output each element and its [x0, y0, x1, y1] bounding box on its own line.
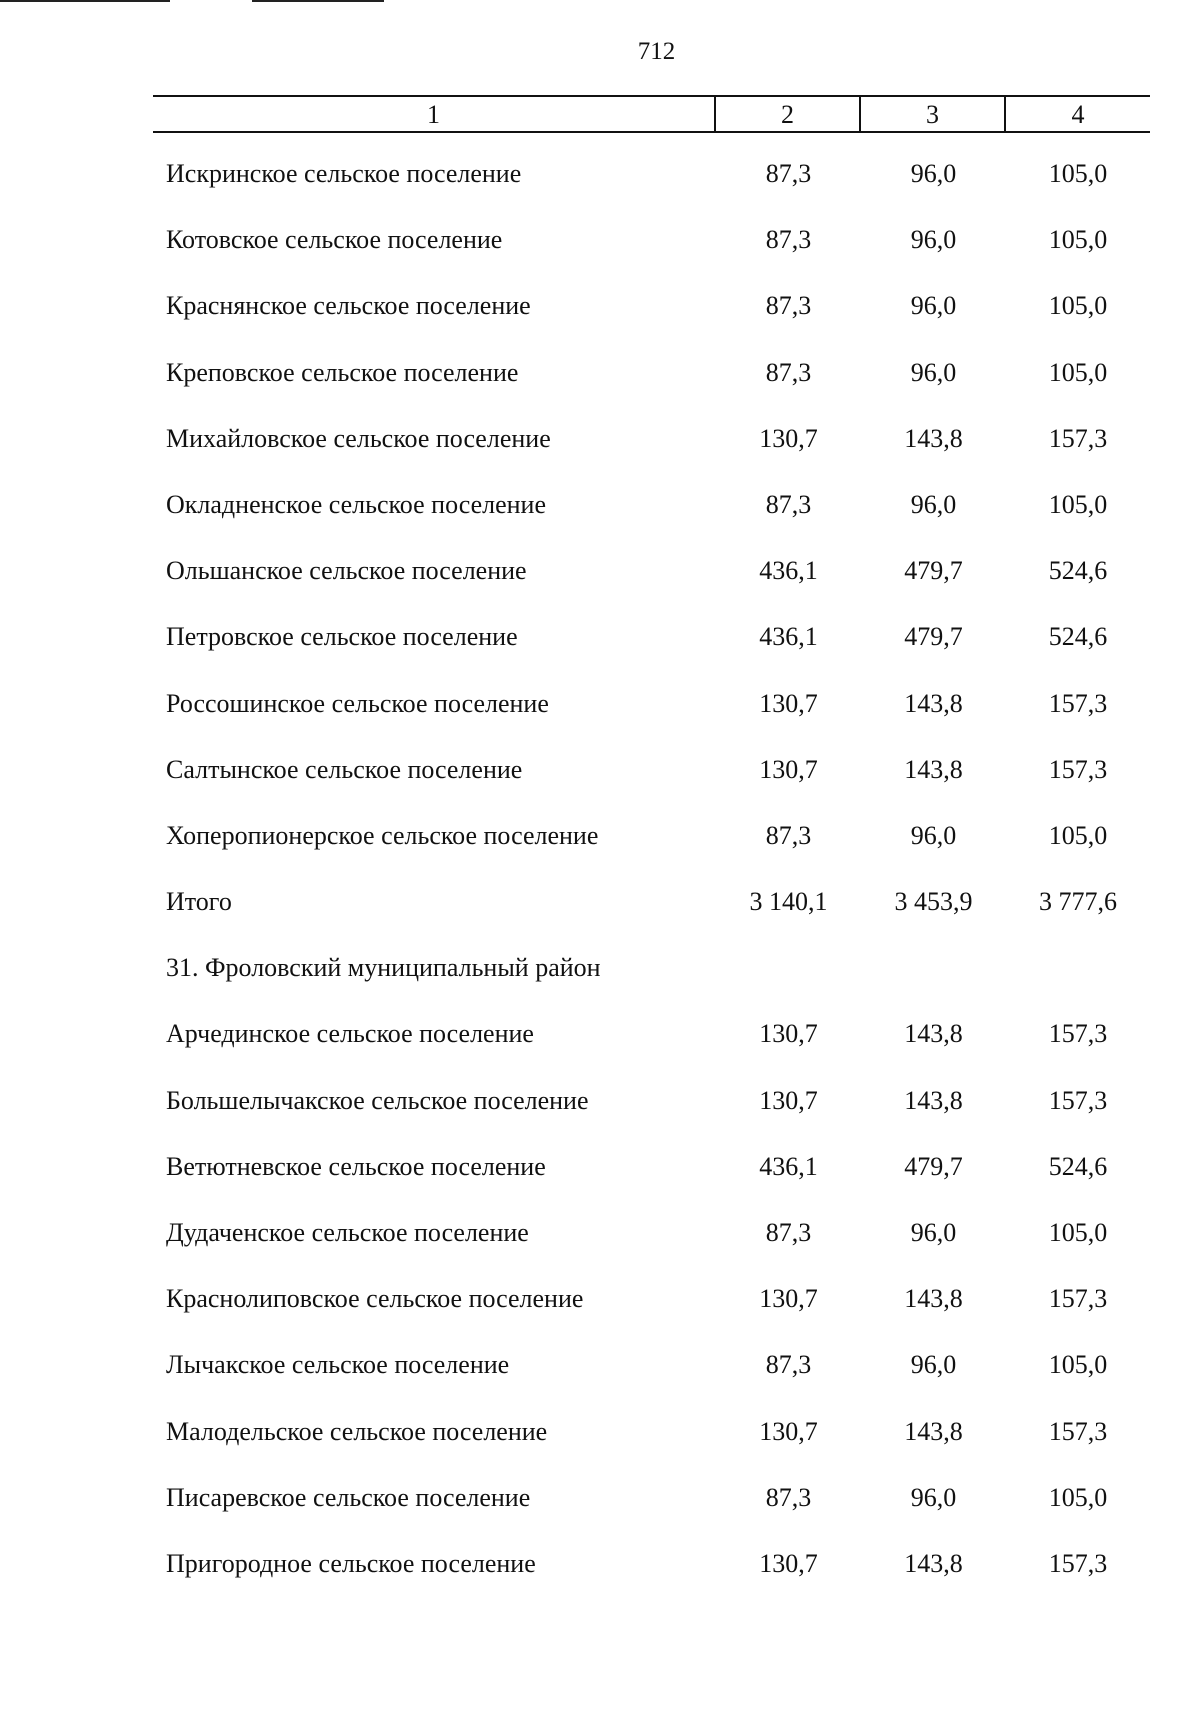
row-value-col-3: 143,8: [904, 754, 963, 784]
table-row: [0, 1138, 1200, 1204]
row-value-col-2: 436,1: [759, 556, 818, 586]
row-name: Окладненское сельское поселение: [166, 489, 547, 519]
table-row: [0, 1072, 1200, 1138]
row-value-col-4: 157,3: [1048, 1548, 1108, 1578]
page-number: 712: [637, 38, 676, 65]
row-value-col-4: 524,6: [1048, 556, 1108, 586]
row-value-col-3: 143,8: [904, 1085, 963, 1115]
row-name: Искринское сельское поселение: [166, 159, 522, 188]
table-row: [0, 675, 1200, 741]
row-value-col-4: 105,0: [1048, 291, 1108, 321]
row-value-col-2: 3 140,1: [749, 887, 828, 917]
row-name: Итого: [166, 887, 232, 917]
row-value-col-3: 3 453,9: [894, 887, 973, 917]
row-value-col-2: 130,7: [759, 688, 818, 718]
table-row: [0, 145, 1200, 211]
row-value-col-4: 105,0: [1048, 1218, 1108, 1247]
row-name: Пригородное сельское поселение: [166, 1548, 536, 1578]
row-value-col-2: 87,3: [765, 225, 812, 255]
row-value-col-4: 157,3: [1048, 1019, 1108, 1049]
table-row: [0, 410, 1200, 476]
table-row: [0, 542, 1200, 608]
table-row: [0, 1336, 1200, 1402]
row-value-col-2: 130,7: [759, 1019, 818, 1049]
row-name: Котовское сельское поселение: [166, 225, 503, 255]
column-header-4: 4: [1071, 100, 1085, 129]
table-row: [0, 1403, 1200, 1469]
row-value-col-3: 96,0: [910, 225, 957, 255]
row-value-col-4: 157,3: [1048, 423, 1108, 453]
row-value-col-2: 87,3: [765, 357, 812, 387]
row-value-col-2: 130,7: [759, 1085, 818, 1115]
row-name: Ольшанское сельское поселение: [166, 556, 527, 586]
row-value-col-2: 87,3: [765, 1218, 812, 1247]
row-value-col-3: 143,8: [904, 423, 963, 453]
table-row: [0, 1270, 1200, 1336]
column-header-2: 2: [716, 97, 861, 131]
table-body: [0, 145, 1200, 1601]
row-name: Ветютневское сельское поселение: [166, 1151, 546, 1181]
row-name: Креповское сельское поселение: [166, 357, 519, 387]
table-row: [0, 1005, 1200, 1071]
row-value-col-3: 96,0: [910, 820, 957, 850]
top-rule-left: [0, 0, 170, 2]
table-row: [0, 807, 1200, 873]
table-row: [0, 939, 1200, 1005]
row-value-col-3: 96,0: [910, 1218, 957, 1247]
row-name: Краснолиповское сельское поселение: [166, 1284, 584, 1314]
top-rule-right: [252, 0, 384, 2]
row-value-col-3: 96,0: [910, 357, 957, 387]
row-value-col-3: 143,8: [904, 1416, 963, 1446]
row-value-col-4: 524,6: [1048, 1151, 1108, 1181]
row-name: Лычакское сельское поселение: [166, 1350, 510, 1380]
table-row: [0, 344, 1200, 410]
table-row: [0, 608, 1200, 674]
row-value-col-4: 105,0: [1048, 489, 1108, 519]
row-value-col-4: 105,0: [1048, 357, 1108, 387]
row-value-col-3: 479,7: [904, 622, 963, 652]
row-value-col-4: 105,0: [1048, 159, 1108, 188]
row-value-col-2: 87,3: [765, 159, 812, 188]
row-value-col-2: 130,7: [759, 1416, 818, 1446]
row-value-col-2: 87,3: [765, 291, 812, 321]
row-name: Дудаченское сельское поселение: [166, 1218, 529, 1247]
row-value-col-4: 157,3: [1048, 754, 1108, 784]
row-value-col-3: 143,8: [904, 1019, 963, 1049]
row-value-col-3: 143,8: [904, 1284, 963, 1314]
row-value-col-4: 105,0: [1048, 1482, 1108, 1512]
column-header-1: 1: [153, 97, 716, 131]
row-value-col-2: 87,3: [765, 489, 812, 519]
row-name: Писаревское сельское поселение: [166, 1482, 531, 1512]
row-value-col-4: 157,3: [1048, 688, 1108, 718]
row-value-col-3: 96,0: [910, 291, 957, 321]
column-header-3: 3: [861, 97, 1006, 131]
row-value-col-4: 3 777,6: [1039, 887, 1117, 917]
row-value-col-4: 157,3: [1048, 1284, 1108, 1314]
row-value-col-2: 87,3: [765, 1482, 812, 1512]
table-header: [153, 95, 1150, 133]
row-value-col-4: 105,0: [1048, 820, 1108, 850]
row-value-col-2: 130,7: [759, 1284, 818, 1314]
row-value-col-3: 479,7: [904, 1151, 963, 1181]
row-name: Петровское сельское поселение: [166, 622, 518, 652]
row-value-col-2: 130,7: [759, 754, 818, 784]
row-value-col-3: 143,8: [904, 688, 963, 718]
row-value-col-4: 524,6: [1048, 622, 1108, 652]
table-row: [0, 476, 1200, 542]
row-value-col-3: 96,0: [910, 1482, 957, 1512]
table-row: [0, 277, 1200, 343]
row-value-col-4: 105,0: [1048, 225, 1108, 255]
table-row: [0, 741, 1200, 807]
row-value-col-3: 96,0: [910, 159, 957, 188]
row-value-col-2: 130,7: [759, 1548, 818, 1578]
row-value-col-2: 436,1: [759, 622, 818, 652]
row-value-col-3: 96,0: [910, 489, 957, 519]
table-row: [0, 211, 1200, 277]
row-value-col-3: 143,8: [904, 1548, 963, 1578]
row-value-col-4: 157,3: [1048, 1085, 1108, 1115]
row-value-col-3: 96,0: [910, 1350, 957, 1380]
row-name: Малодельское сельское поселение: [166, 1416, 548, 1446]
table-row: [0, 1535, 1200, 1601]
row-value-col-4: 105,0: [1048, 1350, 1108, 1380]
table-row: [0, 1469, 1200, 1535]
row-name: 31. Фроловский муниципальный район: [166, 953, 601, 983]
table-row: [0, 1204, 1200, 1270]
row-value-col-2: 130,7: [759, 423, 818, 453]
row-name: Краснянское сельское поселение: [166, 291, 531, 321]
row-value-col-2: 436,1: [759, 1151, 818, 1181]
row-name: Арчединское сельское поселение: [166, 1019, 534, 1049]
row-name: Михайловское сельское поселение: [166, 423, 551, 453]
row-value-col-2: 87,3: [765, 1350, 812, 1380]
table-row: [0, 873, 1200, 939]
row-value-col-3: 479,7: [904, 556, 963, 586]
row-name: Большелычакское сельское поселение: [166, 1085, 589, 1115]
row-name: Россошинское сельское поселение: [166, 688, 549, 718]
row-value-col-4: 157,3: [1048, 1416, 1108, 1446]
row-name: Салтынское сельское поселение: [166, 754, 523, 784]
row-name: Хоперопионерское сельское поселение: [166, 820, 599, 850]
row-value-col-2: 87,3: [765, 820, 812, 850]
